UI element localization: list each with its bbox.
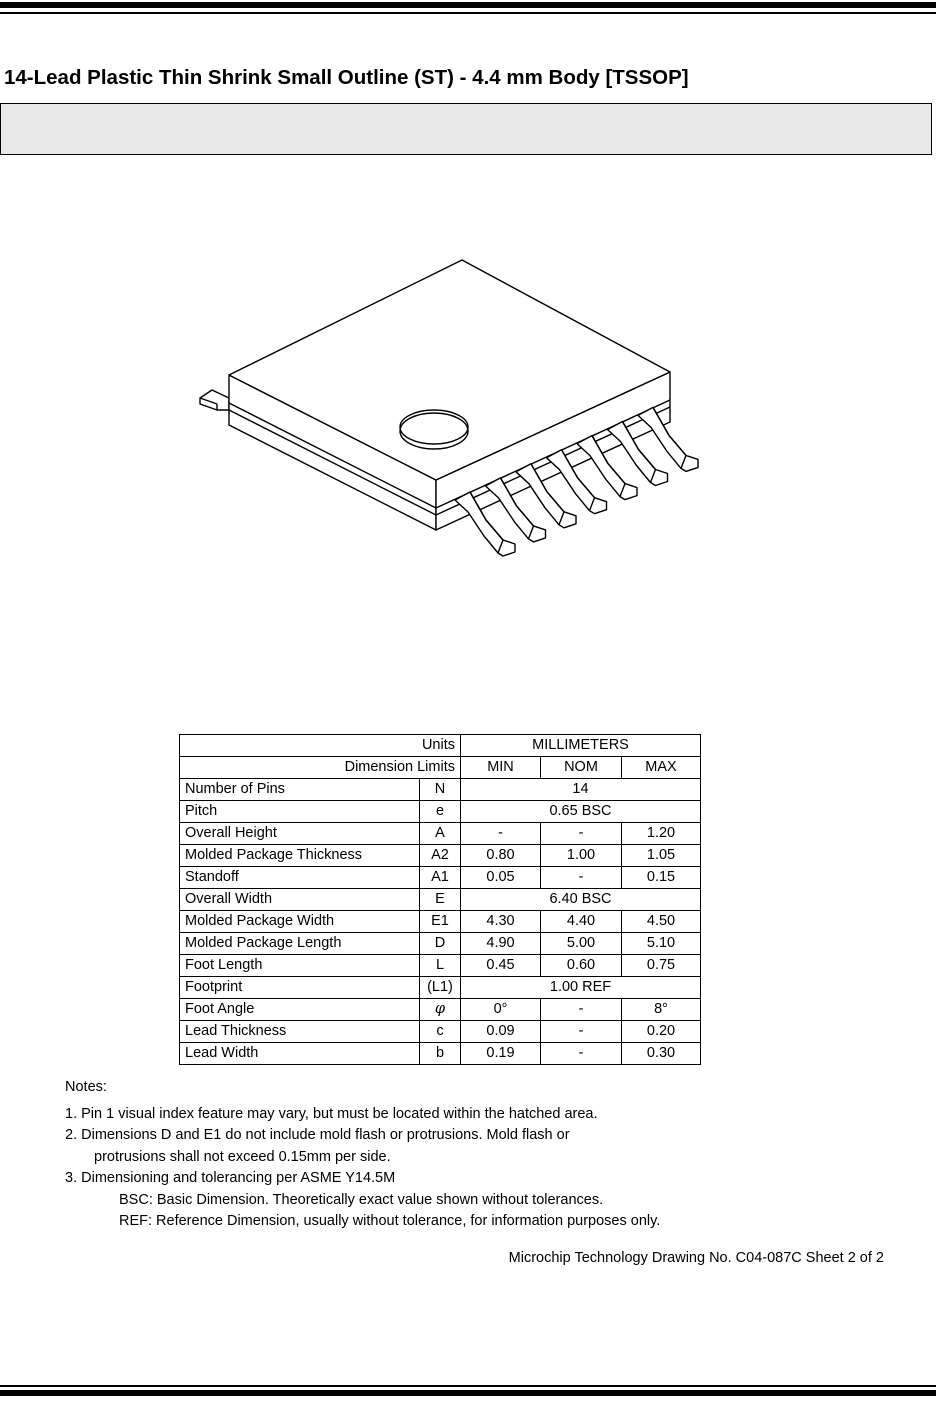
dim-value: 0.65 BSC <box>461 801 701 823</box>
dim-max: 4.50 <box>622 911 701 933</box>
dim-min: 0.05 <box>461 867 541 889</box>
table-row <box>180 977 701 999</box>
dim-value: 6.40 BSC <box>461 889 701 911</box>
bottom-rule-thin <box>0 1385 936 1387</box>
table-row <box>180 779 701 801</box>
note-3: 3. Dimensioning and tolerancing per ASME Y14.5M <box>65 1170 396 1186</box>
dim-symbol: e <box>420 801 461 823</box>
table-row <box>180 999 701 1021</box>
dim-symbol: D <box>420 933 461 955</box>
col-nom: NOM <box>541 757 622 779</box>
note-3b: REF: Reference Dimension, usually without tolerance, for information purposes only. <box>119 1213 661 1229</box>
dim-nom: - <box>541 1043 622 1065</box>
col-max: MAX <box>622 757 701 779</box>
dim-nom: - <box>541 823 622 845</box>
dim-max: 0.20 <box>622 1021 701 1043</box>
units-label: Units <box>180 735 461 757</box>
dim-max: 1.05 <box>622 845 701 867</box>
notes <box>65 1077 660 1233</box>
col-min: MIN <box>461 757 541 779</box>
dim-nom: - <box>541 867 622 889</box>
table-row <box>180 933 701 955</box>
table-row <box>180 801 701 823</box>
dim-nom: - <box>541 999 622 1021</box>
dim-min: 4.30 <box>461 911 541 933</box>
units-value: MILLIMETERS <box>461 735 701 757</box>
dim-symbol: E1 <box>420 911 461 933</box>
dim-value: 1.00 REF <box>461 977 701 999</box>
dim-symbol: c <box>420 1021 461 1043</box>
top-rule-thin <box>0 12 936 14</box>
header-band <box>0 103 932 155</box>
dim-name: Foot Length <box>180 955 420 977</box>
limits-label: Dimension Limits <box>180 757 461 779</box>
dim-name: Overall Height <box>180 823 420 845</box>
dim-symbol: N <box>420 779 461 801</box>
dim-min: 4.90 <box>461 933 541 955</box>
dim-name: Standoff <box>180 867 420 889</box>
dim-min: 0° <box>461 999 541 1021</box>
dim-name: Foot Angle <box>180 999 420 1021</box>
note-3a: BSC: Basic Dimension. Theoretically exact value shown without tolerances. <box>119 1191 604 1208</box>
dim-max: 0.30 <box>622 1043 701 1065</box>
dim-name: Molded Package Width <box>180 911 420 933</box>
dim-symbol: L <box>420 955 461 977</box>
table-row <box>180 867 701 889</box>
note-2b: protrusions shall not exceed 0.15mm per side. <box>94 1148 391 1165</box>
dim-nom: 0.60 <box>541 955 622 977</box>
dim-name: Lead Width <box>180 1043 420 1065</box>
dimensions-table <box>179 734 701 1065</box>
dim-name: Footprint <box>180 977 420 999</box>
table-row <box>180 845 701 867</box>
table-row <box>180 955 701 977</box>
top-rule-thick <box>0 2 936 8</box>
dim-nom: 4.40 <box>541 911 622 933</box>
page-title: 14-Lead Plastic Thin Shrink Small Outline (ST) - 4.4 mm Body [TSSOP] <box>4 66 689 89</box>
dim-symbol: A2 <box>420 845 461 867</box>
dim-symbol: (L1) <box>420 977 461 999</box>
dim-name: Lead Thickness <box>180 1021 420 1043</box>
tssop-package-drawing <box>180 250 720 570</box>
dim-symbol: φ <box>420 999 461 1021</box>
table-row <box>180 1021 701 1043</box>
dim-max: 5.10 <box>622 933 701 955</box>
dim-name: Molded Package Length <box>180 933 420 955</box>
dim-min: - <box>461 823 541 845</box>
table-row <box>180 823 701 845</box>
note-1: 1. Pin 1 visual index feature may vary, but must be located within the hatched area. <box>65 1105 598 1122</box>
dim-name: Molded Package Thickness <box>180 845 420 867</box>
dim-max: 8° <box>622 999 701 1021</box>
dim-symbol: E <box>420 889 461 911</box>
dim-symbol: A1 <box>420 867 461 889</box>
bottom-rule-thick <box>0 1390 936 1396</box>
dim-nom: - <box>541 1021 622 1043</box>
note-2a: 2. Dimensions D and E1 do not include mold flash or protrusions. Mold flash or <box>65 1127 570 1143</box>
table-row <box>180 911 701 933</box>
dim-min: 0.19 <box>461 1043 541 1065</box>
dim-value: 14 <box>461 779 701 801</box>
dim-name: Overall Width <box>180 889 420 911</box>
dim-symbol: A <box>420 823 461 845</box>
dim-min: 0.80 <box>461 845 541 867</box>
dim-max: 0.15 <box>622 867 701 889</box>
dim-name: Pitch <box>180 801 420 823</box>
dim-min: 0.45 <box>461 955 541 977</box>
notes-heading: Notes: <box>65 1079 107 1095</box>
dim-nom: 5.00 <box>541 933 622 955</box>
dim-max: 1.20 <box>622 823 701 845</box>
dim-name: Number of Pins <box>180 779 420 801</box>
dim-min: 0.09 <box>461 1021 541 1043</box>
table-row <box>180 1043 701 1065</box>
drawing-number: Microchip Technology Drawing No. C04-087C Sheet 2 of 2 <box>508 1250 884 1266</box>
dim-max: 0.75 <box>622 955 701 977</box>
dim-nom: 1.00 <box>541 845 622 867</box>
dim-symbol: b <box>420 1043 461 1065</box>
table-row <box>180 889 701 911</box>
